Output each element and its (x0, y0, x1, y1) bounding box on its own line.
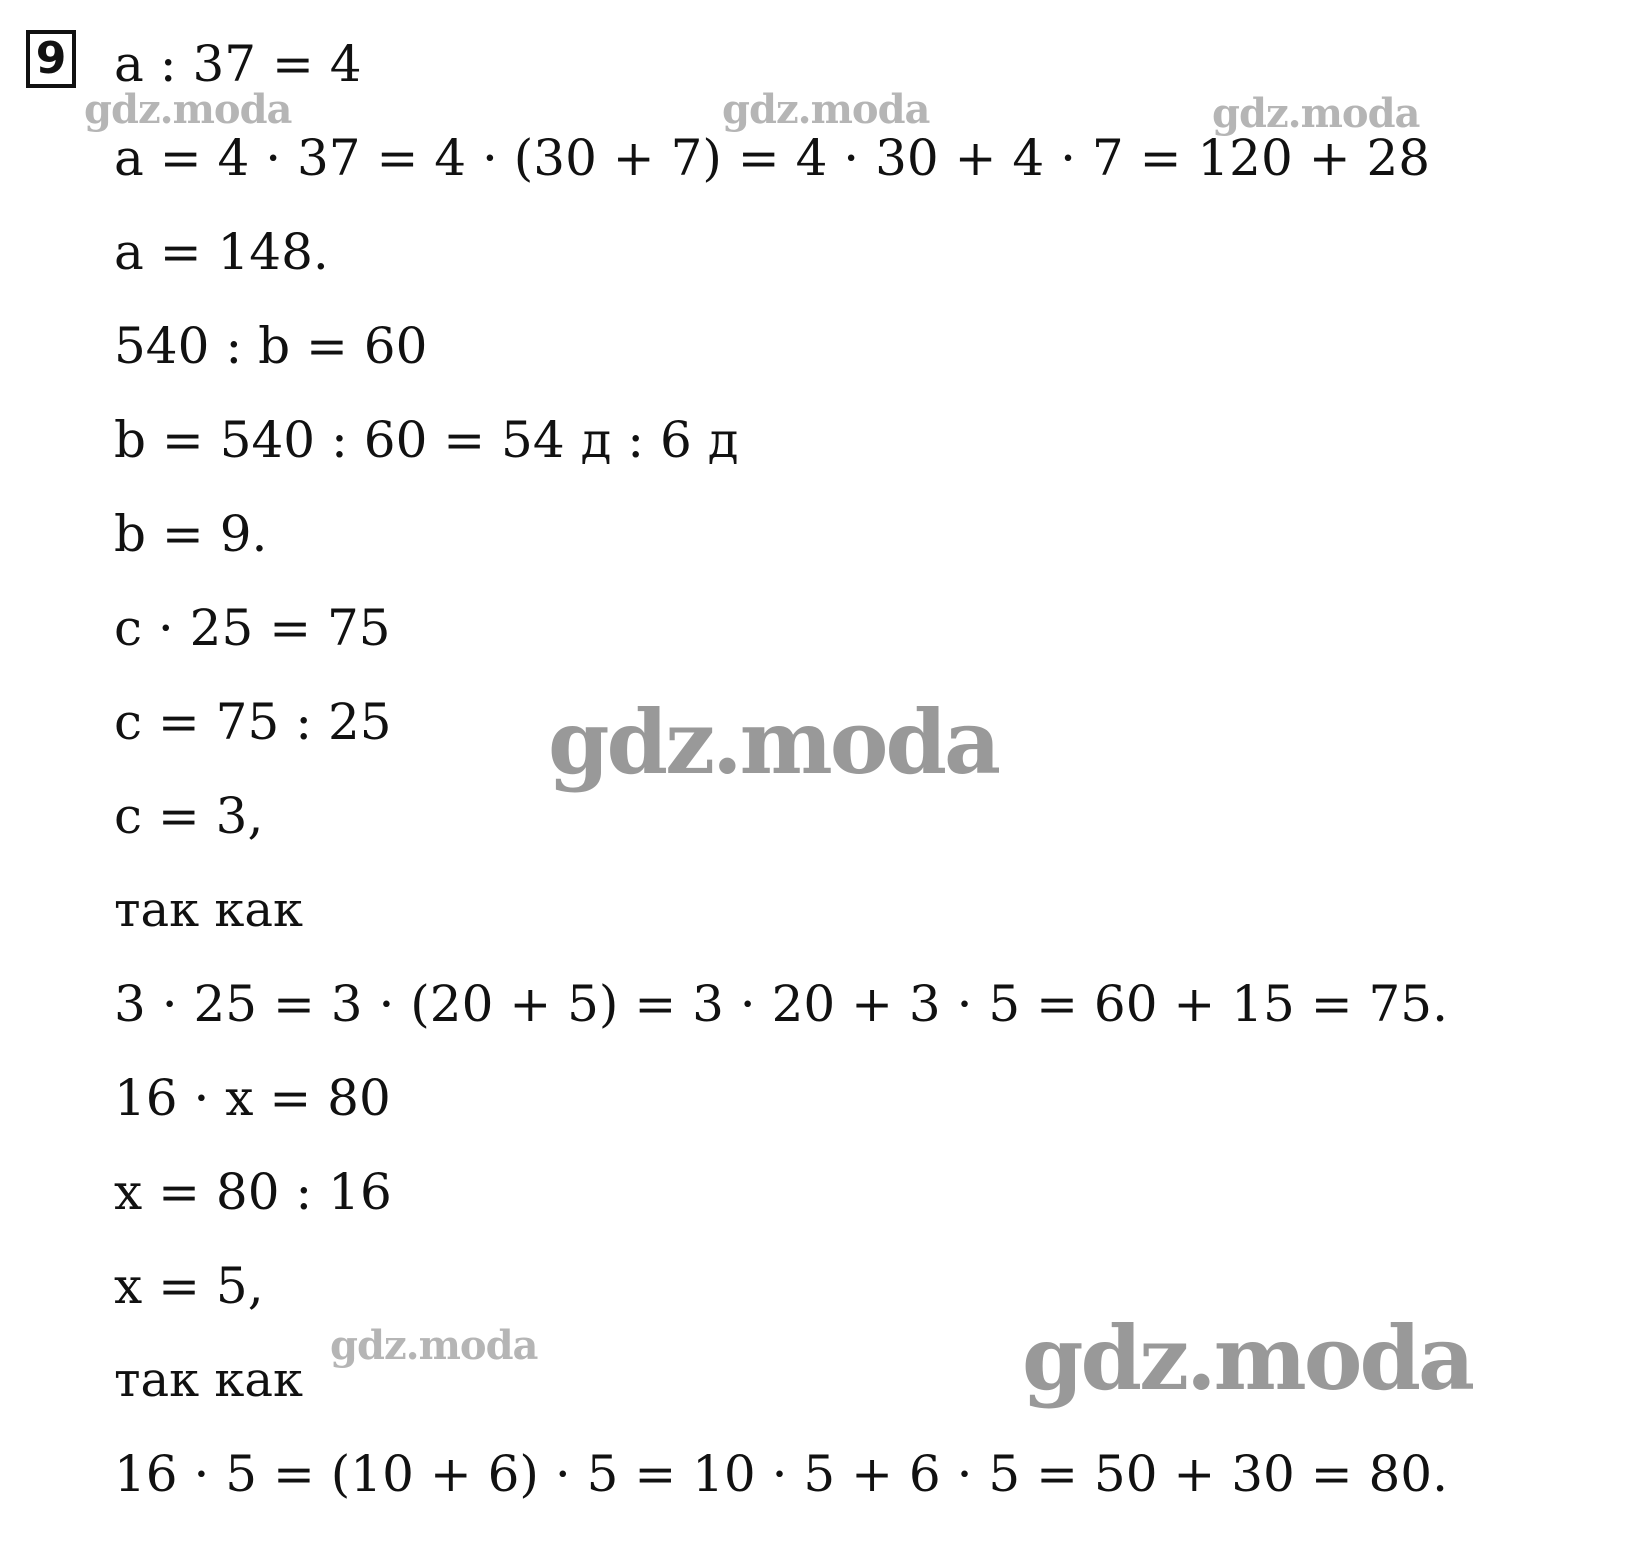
solution-line: x = 80 : 16 (114, 1163, 392, 1221)
watermark: gdz.moda (1022, 1306, 1473, 1410)
task-number-badge: 9 (26, 30, 76, 88)
solution-line: a : 37 = 4 (114, 35, 362, 93)
solution-line: 540 : b = 60 (114, 317, 428, 375)
solution-line: 16 · 5 = (10 + 6) · 5 = 10 · 5 + 6 · 5 = 50 + 30 = 80. (114, 1445, 1449, 1503)
solution-line: так как (114, 1352, 304, 1408)
watermark: gdz.moda (330, 1322, 538, 1369)
solution-line: c = 75 : 25 (114, 693, 392, 751)
solution-line: x = 5, (114, 1257, 264, 1315)
solution-line: так как (114, 882, 304, 938)
solution-lines (114, 34, 1594, 1538)
watermark: gdz.moda (548, 690, 999, 794)
solution-line: a = 4 · 37 = 4 · (30 + 7) = 4 · 30 + 4 · 7 = 120 + 28 (114, 129, 1431, 187)
solution-line: 3 · 25 = 3 · (20 + 5) = 3 · 20 + 3 · 5 = 60 + 15 = 75. (114, 975, 1449, 1033)
solution-line: a = 148. (114, 223, 329, 281)
solution-line: c = 3, (114, 787, 264, 845)
solution-line: b = 9. (114, 505, 268, 563)
solution-line: 16 · x = 80 (114, 1069, 391, 1127)
solution-line: b = 540 : 60 = 54 д : 6 д (114, 411, 739, 469)
watermark: gdz.moda (722, 86, 930, 133)
solution-line: c · 25 = 75 (114, 599, 391, 657)
watermark: gdz.moda (84, 86, 292, 133)
watermark: gdz.moda (1212, 90, 1420, 137)
